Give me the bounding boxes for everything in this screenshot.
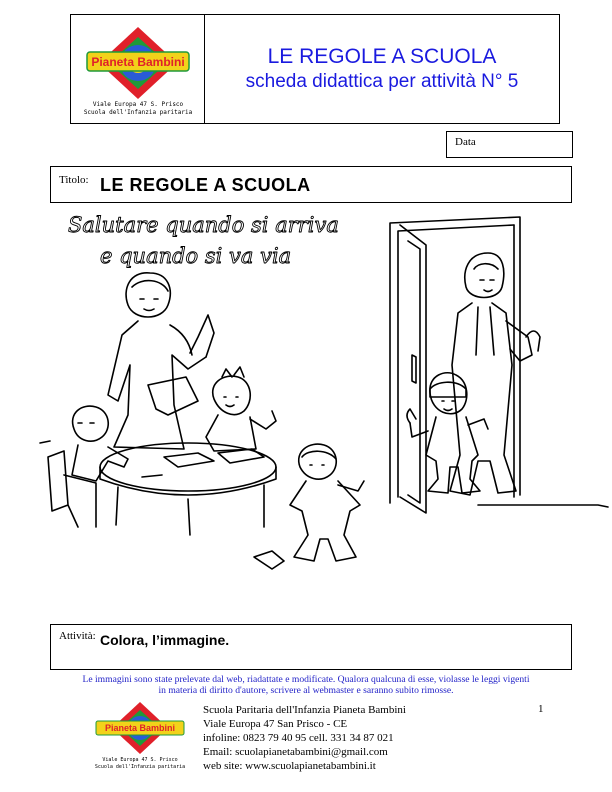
child-in-chair [48,406,128,527]
footer-logo-graphic [90,700,190,756]
header-box [70,14,560,124]
child-front [254,444,364,569]
footer-logo-brand: Pianeta Bambini [104,723,176,733]
footer-email[interactable]: Email: scuolapianetabambini@gmail.com [203,746,388,758]
footer-contacts [203,703,406,773]
title-label: Titolo: [59,174,89,186]
header-text [205,15,559,123]
title-value: LE REGOLE A SCUOLA [100,175,311,195]
footer-school-name: Scuola Paritaria dell'Infanzia Pianeta Bambini [203,704,406,716]
footer-logo-caption-address: Viale Europa 47 S. Prisco [102,757,178,763]
footer-website[interactable]: web site: www.scuolapianetabambini.it [203,760,376,772]
footer-address: Viale Europa 47 San Prisco - CE [203,718,348,730]
footer-logo-caption-school: Scuola dell'Infanzia paritaria [94,764,186,770]
activity-field [50,624,572,670]
teacher [108,273,214,449]
illustration-caption-2: e quando si va via [100,244,292,268]
child-at-table [206,367,276,451]
date-label: Data [455,136,476,148]
logo-brand-text: Pianeta Bambini [91,55,185,69]
footer-logo [90,700,190,772]
coloring-illustration [38,205,610,615]
door [390,217,520,513]
page-subtitle: scheda didattica per attività N° 5 [245,71,519,92]
school-logo [71,15,205,123]
disclaimer-line-1: Le immagini sono state prelevate dal web, riadattate e modificate. Qualora qualcuna di esse, violasse le leggi vigenti [82,674,530,685]
page-number: 1 [538,703,544,715]
table [100,443,276,535]
logo-caption-address: Viale Europa 47 S. Prisco [92,101,184,108]
adult-in-doorway [450,253,540,495]
activity-value: Colora, l’immagine. [100,632,230,648]
illustration-caption-1: Salutare quando si arriva [68,213,339,237]
logo-caption-school: Scuola dell'Infanzia paritaria [83,109,193,116]
child-with-hat [407,373,488,493]
disclaimer-line-2: in materia di diritto d'autore, scrivere al webmaster e saranno subito rimosse. [158,685,454,696]
page-title: LE REGOLE A SCUOLA [267,45,497,68]
footer-phone: infoline: 0823 79 40 95 cell. 331 34 87 021 [203,732,394,744]
date-field[interactable] [446,131,573,158]
copyright-disclaimer [10,674,602,696]
title-field [50,166,572,203]
activity-label: Attività: [59,630,96,642]
school-logo-graphic [85,25,191,101]
